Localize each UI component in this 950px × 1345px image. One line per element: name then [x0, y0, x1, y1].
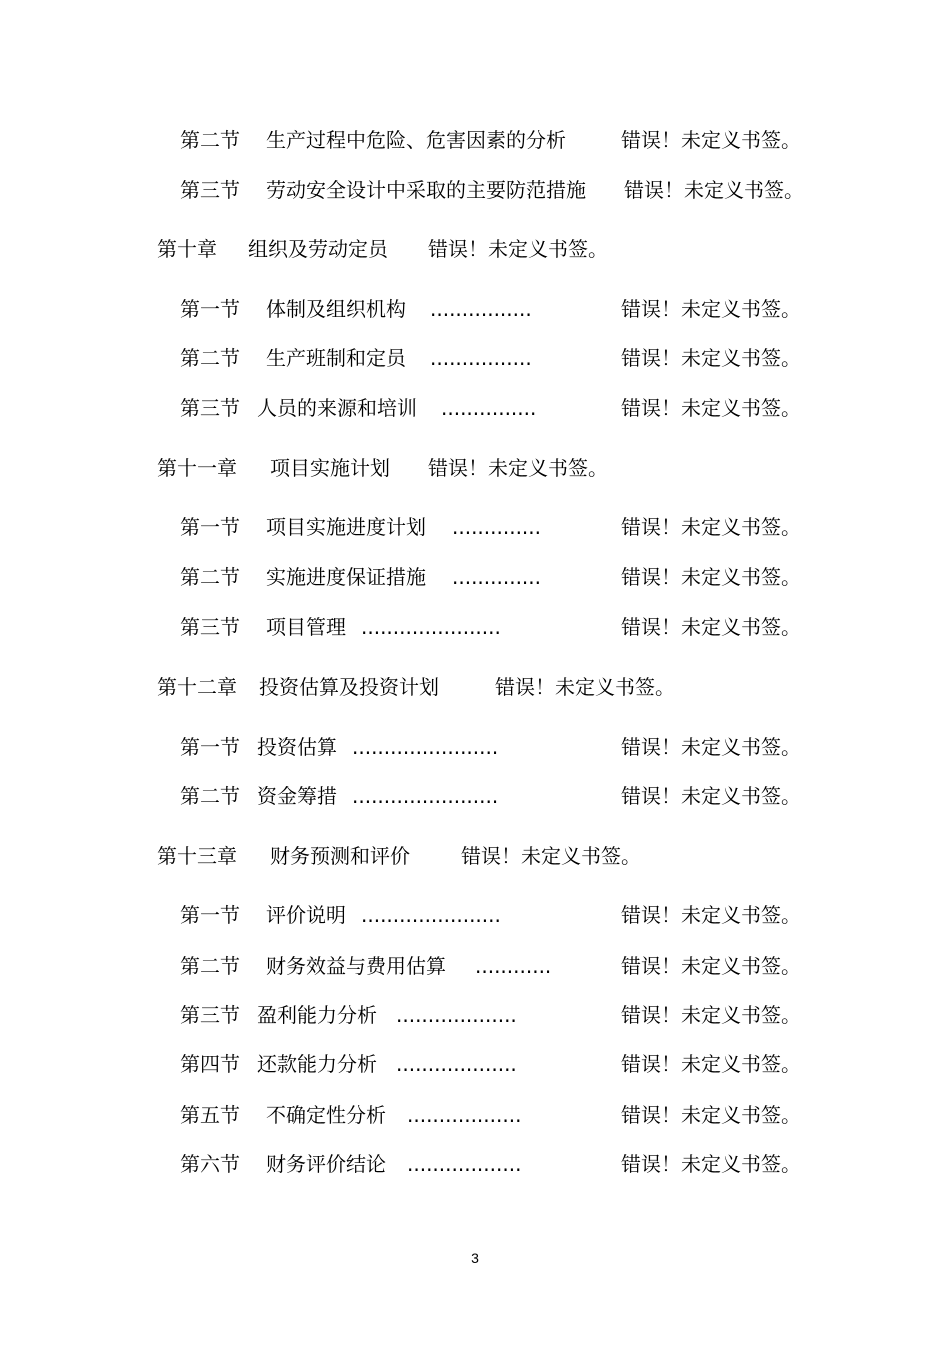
toc-entry-page: 错误！未定义书签。	[621, 735, 801, 759]
toc-entry-title: 项目管理	[266, 615, 346, 639]
toc-entry-page: 错误！未定义书签。	[621, 1103, 801, 1127]
toc-entry[interactable]	[0, 1099, 950, 1131]
toc-entry-title: 生产班制和定员	[266, 346, 406, 370]
toc-entry-number: 第十一章	[157, 456, 237, 480]
toc-entry-page: 错误！未定义书签。	[621, 1052, 801, 1076]
toc-entry-page: 错误！未定义书签。	[624, 178, 804, 202]
toc-entry-page: 错误！未定义书签。	[621, 784, 801, 808]
toc-entry-page: 错误！未定义书签。	[495, 675, 675, 699]
toc-entry-page: 错误！未定义书签。	[621, 1152, 801, 1176]
toc-entry-title: 项目实施进度计划	[266, 515, 426, 539]
toc-entry[interactable]	[0, 780, 950, 812]
toc-chapter-entry[interactable]	[0, 452, 950, 484]
toc-entry-leader: ..................	[407, 1152, 522, 1176]
toc-entry-number: 第十二章	[157, 675, 237, 699]
toc-chapter-entry[interactable]	[0, 671, 950, 703]
toc-entry-leader: ..............	[452, 565, 542, 589]
toc-entry-leader: ................	[430, 297, 532, 321]
toc-entry-title: 不确定性分析	[266, 1103, 386, 1127]
toc-entry-number: 第二节	[180, 954, 240, 978]
toc-entry-leader: ......................	[361, 615, 501, 639]
toc-entry-page: 错误！未定义书签。	[428, 456, 608, 480]
toc-entry-number: 第一节	[180, 297, 240, 321]
toc-chapter-entry[interactable]	[0, 233, 950, 265]
toc-entry-title: 项目实施计划	[270, 456, 390, 480]
toc-entry-leader: ...................	[396, 1052, 517, 1076]
toc-entry-leader: ...............	[441, 396, 537, 420]
toc-entry-title: 盈利能力分析	[257, 1003, 377, 1027]
toc-entry-number: 第四节	[180, 1052, 240, 1076]
toc-entry-number: 第三节	[180, 1003, 240, 1027]
toc-entry-title: 还款能力分析	[257, 1052, 377, 1076]
toc-entry-title: 投资估算	[257, 735, 337, 759]
toc-entry-page: 错误！未定义书签。	[428, 237, 608, 261]
toc-entry-leader: ............	[475, 954, 552, 978]
toc-entry[interactable]	[0, 511, 950, 543]
toc-entry-number: 第十三章	[157, 844, 237, 868]
toc-entry-leader: .......................	[352, 784, 499, 808]
toc-entry-number: 第三节	[180, 615, 240, 639]
toc-entry-number: 第五节	[180, 1103, 240, 1127]
toc-entry-title: 资金筹措	[257, 784, 337, 808]
toc-entry-page: 错误！未定义书签。	[621, 346, 801, 370]
toc-entry[interactable]	[0, 950, 950, 982]
toc-entry-leader: ...................	[396, 1003, 517, 1027]
toc-entry-title: 评价说明	[266, 903, 346, 927]
toc-entry[interactable]	[0, 342, 950, 374]
toc-entry[interactable]	[0, 174, 950, 206]
toc-entry-title: 财务效益与费用估算	[266, 954, 446, 978]
toc-entry-page: 错误！未定义书签。	[621, 615, 801, 639]
toc-entry-number: 第一节	[180, 903, 240, 927]
toc-entry-number: 第三节	[180, 178, 240, 202]
toc-entry[interactable]	[0, 999, 950, 1031]
toc-entry-number: 第一节	[180, 515, 240, 539]
toc-entry-page: 错误！未定义书签。	[461, 844, 641, 868]
toc-entry[interactable]	[0, 124, 950, 156]
toc-chapter-entry[interactable]	[0, 840, 950, 872]
toc-entry-title: 组织及劳动定员	[248, 237, 388, 261]
toc-entry-number: 第十章	[157, 237, 217, 261]
toc-entry-number: 第六节	[180, 1152, 240, 1176]
toc-entry-leader: ..............	[452, 515, 542, 539]
toc-entry-number: 第三节	[180, 396, 240, 420]
toc-entry[interactable]	[0, 392, 950, 424]
toc-entry-page: 错误！未定义书签。	[621, 1003, 801, 1027]
toc-entry-page: 错误！未定义书签。	[621, 954, 801, 978]
toc-entry-title: 体制及组织机构	[266, 297, 406, 321]
toc-entry-leader: .......................	[352, 735, 499, 759]
toc-entry[interactable]	[0, 899, 950, 931]
toc-entry[interactable]	[0, 561, 950, 593]
toc-entry-page: 错误！未定义书签。	[621, 396, 801, 420]
toc-entry[interactable]	[0, 1148, 950, 1180]
toc-entry-page: 错误！未定义书签。	[621, 565, 801, 589]
toc-entry[interactable]	[0, 1048, 950, 1080]
toc-entry-page: 错误！未定义书签。	[621, 515, 801, 539]
page-number: 3	[471, 1250, 479, 1266]
toc-entry-page: 错误！未定义书签。	[621, 297, 801, 321]
toc-entry-page: 错误！未定义书签。	[621, 903, 801, 927]
toc-entry-number: 第二节	[180, 128, 240, 152]
toc-entry-title: 劳动安全设计中采取的主要防范措施	[266, 178, 586, 202]
toc-entry-title: 财务预测和评价	[270, 844, 410, 868]
toc-entry-page: 错误！未定义书签。	[621, 128, 801, 152]
toc-entry-number: 第一节	[180, 735, 240, 759]
toc-entry[interactable]	[0, 731, 950, 763]
toc-entry-number: 第二节	[180, 565, 240, 589]
toc-entry[interactable]	[0, 611, 950, 643]
toc-entry-title: 财务评价结论	[266, 1152, 386, 1176]
toc-entry-leader: ......................	[361, 903, 501, 927]
toc-entry-leader: ................	[430, 346, 532, 370]
toc-entry[interactable]	[0, 293, 950, 325]
toc-entry-number: 第二节	[180, 784, 240, 808]
toc-entry-title: 实施进度保证措施	[266, 565, 426, 589]
toc-entry-number: 第二节	[180, 346, 240, 370]
toc-entry-title: 投资估算及投资计划	[259, 675, 439, 699]
toc-entry-title: 生产过程中危险、危害因素的分析	[266, 128, 566, 152]
toc-entry-title: 人员的来源和培训	[257, 396, 417, 420]
toc-entry-leader: ..................	[407, 1103, 522, 1127]
